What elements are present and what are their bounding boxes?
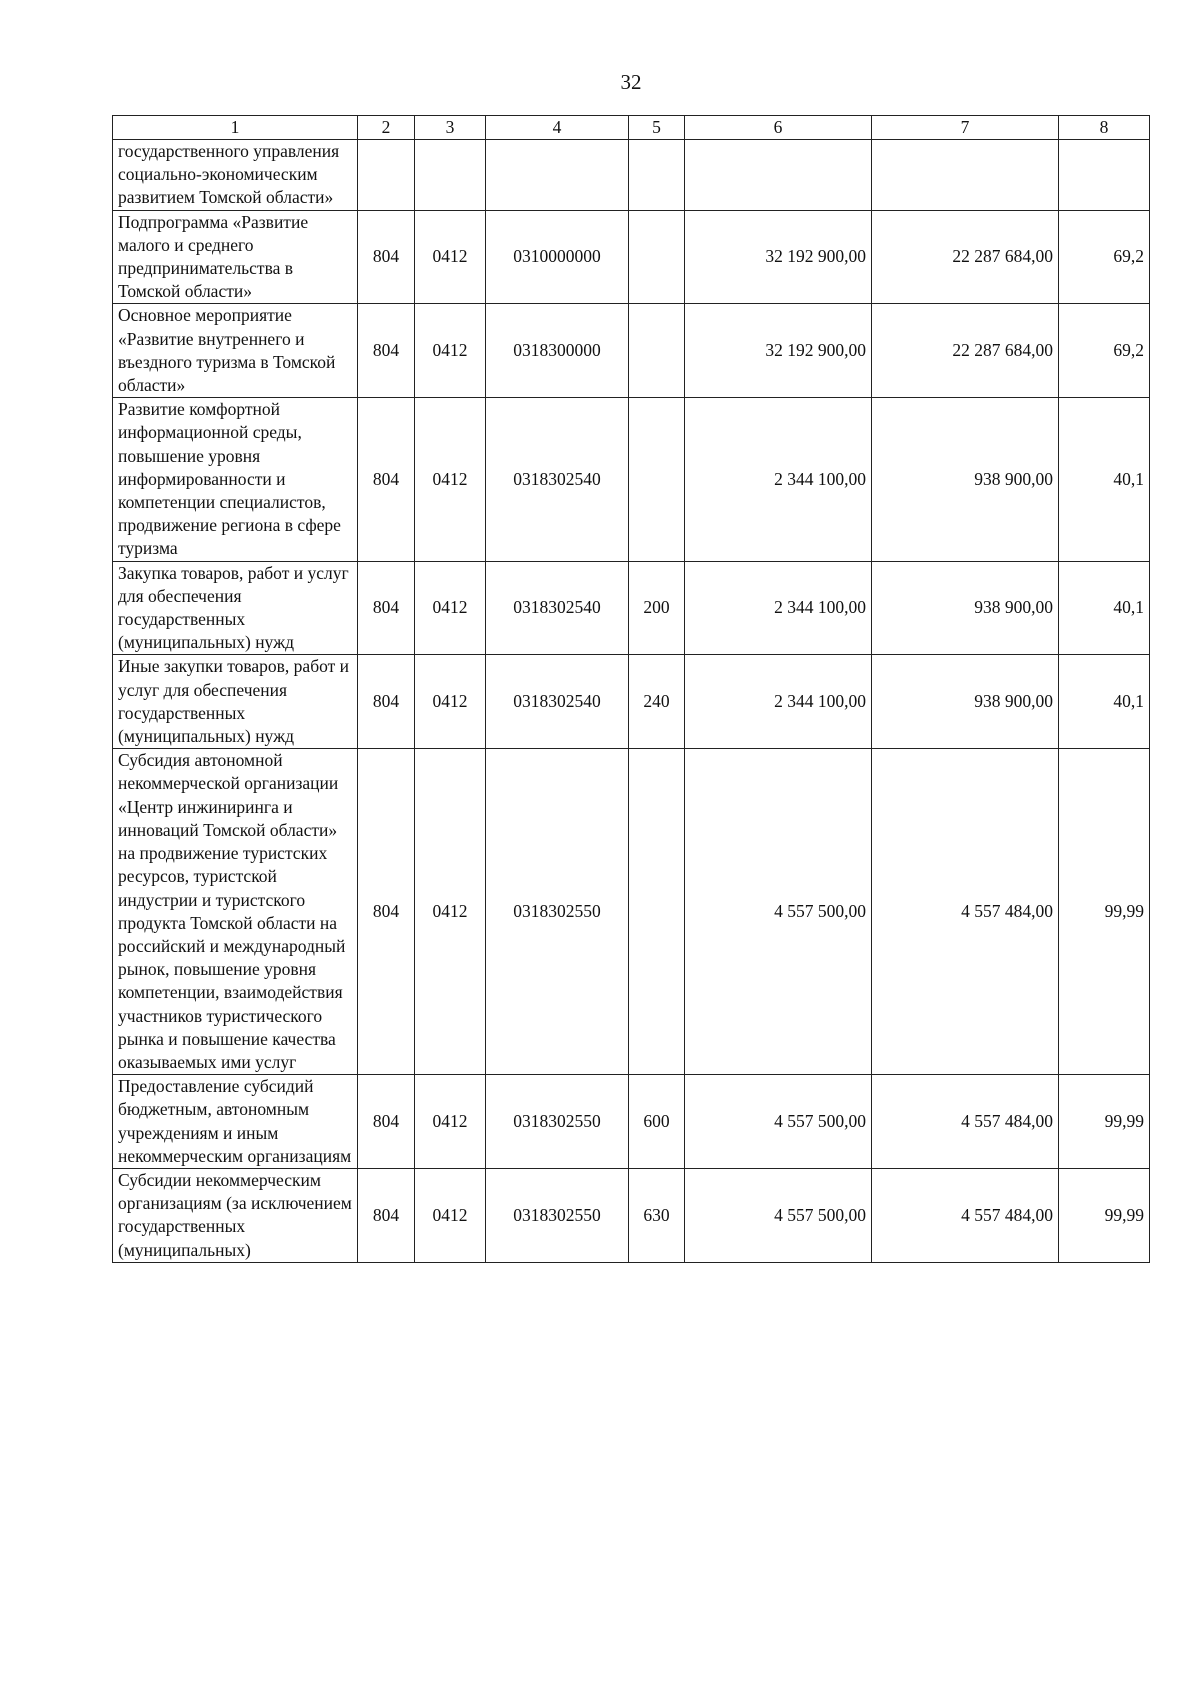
row-col2: 804 xyxy=(358,561,415,655)
header-col-5: 5 xyxy=(629,116,685,140)
table-row xyxy=(113,749,1150,1075)
table-row xyxy=(113,210,1150,304)
row-col7: 4 557 484,00 xyxy=(872,1075,1059,1169)
header-col-6: 6 xyxy=(685,116,872,140)
row-col8: 69,2 xyxy=(1059,304,1150,398)
row-col8: 40,1 xyxy=(1059,655,1150,749)
row-col2 xyxy=(358,140,415,211)
row-col3: 0412 xyxy=(415,749,486,1075)
row-col2: 804 xyxy=(358,210,415,304)
row-col2: 804 xyxy=(358,655,415,749)
row-col5 xyxy=(629,398,685,561)
row-col2: 804 xyxy=(358,1075,415,1169)
row-name: Закупка товаров, работ и услуг для обеспечения государственных (муниципальных) нужд xyxy=(113,561,358,655)
row-col3: 0412 xyxy=(415,1168,486,1262)
row-col2: 804 xyxy=(358,749,415,1075)
row-name: Субсидии некоммерческим организациям (за исключением государственных (муниципальных) xyxy=(113,1168,358,1262)
row-col4: 0318302540 xyxy=(486,561,629,655)
row-col5: 600 xyxy=(629,1075,685,1169)
table-row xyxy=(113,140,1150,211)
table-row xyxy=(113,1168,1150,1262)
row-col4: 0318302540 xyxy=(486,655,629,749)
row-name: Основное мероприятие «Развитие внутреннего и въездного туризма в Томской области» xyxy=(113,304,358,398)
row-col3: 0412 xyxy=(415,304,486,398)
row-col4: 0318302550 xyxy=(486,749,629,1075)
row-col5: 630 xyxy=(629,1168,685,1262)
header-col-3: 3 xyxy=(415,116,486,140)
header-col-4: 4 xyxy=(486,116,629,140)
row-col8: 40,1 xyxy=(1059,398,1150,561)
row-name: Развитие комфортной информационной среды, повышение уровня информированности и компетенции специалистов, продвижение региона в сфере туризма xyxy=(113,398,358,561)
row-col6: 2 344 100,00 xyxy=(685,561,872,655)
row-col2: 804 xyxy=(358,304,415,398)
table-row xyxy=(113,1075,1150,1169)
page-number: 32 xyxy=(620,70,642,94)
row-col7: 938 900,00 xyxy=(872,655,1059,749)
row-col8 xyxy=(1059,140,1150,211)
row-col7: 4 557 484,00 xyxy=(872,1168,1059,1262)
row-col3: 0412 xyxy=(415,1075,486,1169)
row-col4 xyxy=(486,140,629,211)
header-col-2: 2 xyxy=(358,116,415,140)
row-col4: 0310000000 xyxy=(486,210,629,304)
row-col5 xyxy=(629,304,685,398)
row-col6 xyxy=(685,140,872,211)
row-name: государственного управления социально-экономическим развитием Томской области» xyxy=(113,140,358,211)
header-col-1: 1 xyxy=(113,116,358,140)
row-col3: 0412 xyxy=(415,561,486,655)
row-col7: 22 287 684,00 xyxy=(872,210,1059,304)
row-col5 xyxy=(629,140,685,211)
row-col3: 0412 xyxy=(415,398,486,561)
row-col5: 240 xyxy=(629,655,685,749)
row-col2: 804 xyxy=(358,398,415,561)
row-col6: 2 344 100,00 xyxy=(685,655,872,749)
row-col3: 0412 xyxy=(415,655,486,749)
table-row xyxy=(113,398,1150,561)
row-col6: 2 344 100,00 xyxy=(685,398,872,561)
row-col8: 69,2 xyxy=(1059,210,1150,304)
row-col7: 938 900,00 xyxy=(872,561,1059,655)
row-col5 xyxy=(629,749,685,1075)
row-col6: 4 557 500,00 xyxy=(685,749,872,1075)
row-col6: 4 557 500,00 xyxy=(685,1168,872,1262)
row-col4: 0318302540 xyxy=(486,398,629,561)
row-col6: 32 192 900,00 xyxy=(685,304,872,398)
row-col7 xyxy=(872,140,1059,211)
row-col8: 99,99 xyxy=(1059,749,1150,1075)
row-name: Субсидия автономной некоммерческой организации «Центр инжиниринга и инноваций Томской области» на продвижение туристских ресурсов, туристской индустрии и туристского продукта Томской области на российский и международный рынок, повышение уровня компетенции, взаимодействия участников туристического рынка и повышение качества оказываемых ими услуг xyxy=(113,749,358,1075)
row-col7: 938 900,00 xyxy=(872,398,1059,561)
row-col3: 0412 xyxy=(415,210,486,304)
row-col4: 0318302550 xyxy=(486,1168,629,1262)
row-col3 xyxy=(415,140,486,211)
header-row xyxy=(113,116,1150,140)
row-col5 xyxy=(629,210,685,304)
row-col8: 99,99 xyxy=(1059,1075,1150,1169)
row-col5: 200 xyxy=(629,561,685,655)
row-col8: 40,1 xyxy=(1059,561,1150,655)
row-col4: 0318300000 xyxy=(486,304,629,398)
row-col7: 22 287 684,00 xyxy=(872,304,1059,398)
row-col8: 99,99 xyxy=(1059,1168,1150,1262)
budget-table xyxy=(112,115,1150,1263)
row-name: Иные закупки товаров, работ и услуг для обеспечения государственных (муниципальных) нужд xyxy=(113,655,358,749)
header-col-8: 8 xyxy=(1059,116,1150,140)
row-name: Подпрограмма «Развитие малого и среднего предпринимательства в Томской области» xyxy=(113,210,358,304)
table-row xyxy=(113,655,1150,749)
table-row xyxy=(113,561,1150,655)
table-row xyxy=(113,304,1150,398)
row-col4: 0318302550 xyxy=(486,1075,629,1169)
row-col6: 32 192 900,00 xyxy=(685,210,872,304)
row-col2: 804 xyxy=(358,1168,415,1262)
header-col-7: 7 xyxy=(872,116,1059,140)
row-name: Предоставление субсидий бюджетным, автономным учреждениям и иным некоммерческим организациям xyxy=(113,1075,358,1169)
row-col6: 4 557 500,00 xyxy=(685,1075,872,1169)
row-col7: 4 557 484,00 xyxy=(872,749,1059,1075)
